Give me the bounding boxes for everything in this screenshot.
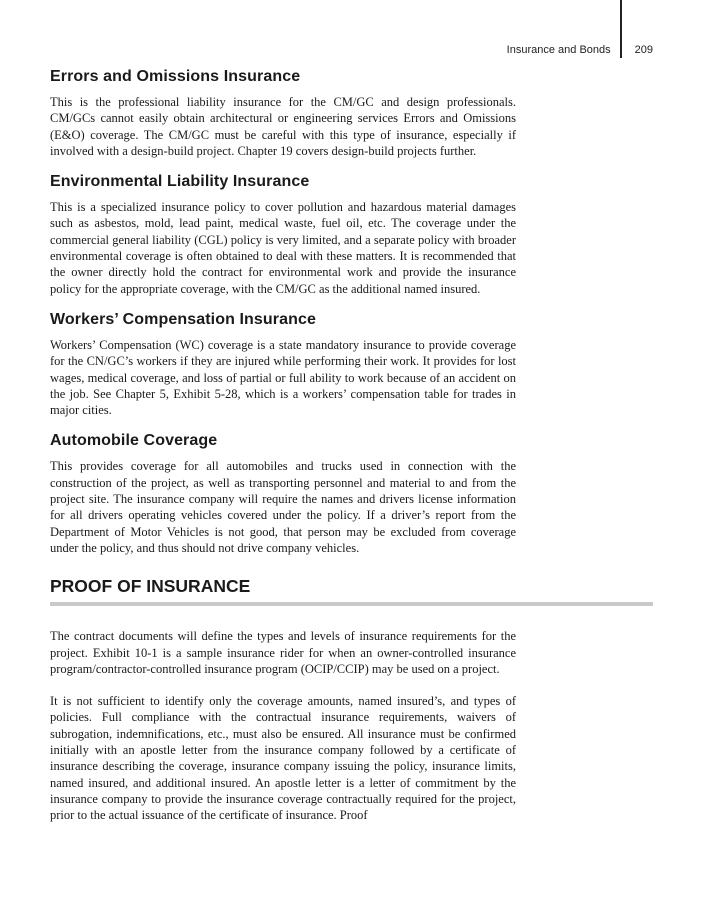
running-header — [507, 44, 653, 56]
major-heading: PROOF OF INSURANCE — [50, 576, 251, 597]
section-paragraph: This provides coverage for all automobiles and trucks used in connection with the construction of the project, as well as transporting personnel and material to and from the project site. The insurance company will require the names and drivers license information for all drivers operating vehicles covered under the policy. If a driver’s report from the Department of Motor Vehicles is not good, that person may be excluded from coverage under the policy, and thus should not drive company vehicles. — [50, 459, 516, 555]
section-paragraph: This is a specialized insurance policy to cover pollution and hazardous material damages such as asbestos, mold, lead paint, medical waste, fuel oil, etc. The coverage under the commercial general liability (CGL) policy is very limited, and a separate policy with broader environmental coverage is often obtained to deal with these matters. It is recommended that the owner directly hold the contract for environmental work and provide the insurance policy for the appropriate coverage, with the CM/GC as the additional named insured. — [50, 200, 516, 296]
running-title: Insurance and Bonds — [506, 44, 611, 56]
main-content — [50, 68, 516, 824]
section-automobile-coverage — [50, 432, 516, 556]
proof-paragraph-1: The contract documents will define the types and levels of insurance requirements for the project. Exhibit 10-1 is a sample insurance rider for when an owner-controlled insurance program/contractor-controlled insurance program (OCIP/CCIP) may be used on a project. — [50, 629, 516, 676]
section-heading: Environmental Liability Insurance — [50, 173, 310, 191]
section-paragraph: This is the professional liability insurance for the CM/GC and design professionals. CM/GCs cannot easily obtain architectural or engineering services Errors and Omissions (E&O) coverage. The CM/GC must be careful with this type of insurance, especially if involved with a design-build project. Chapter 19 covers design-build projects further. — [50, 95, 516, 158]
section-environmental-liability — [50, 173, 516, 297]
proof-paragraph-2: It is not sufficient to identify only the coverage amounts, named insured’s, and types of policies. Full compliance with the contractual insurance requirements, waivers of subrogation, indemnifications, etc., must also be ensured. All insurance must be confirmed initially with an apostle letter from the insurance company followed by a certificate of insurance describing the coverage, insurance company issuing the policy, insurance limits, named insured, and additional insured. An apostle letter is a letter of commitment by the insurance company to provide the insurance coverage contractually required for the project, prior to the actual issuance of the certificate of insurance. Proof — [50, 694, 516, 823]
section-heading: Errors and Omissions Insurance — [50, 68, 301, 85]
page-number: 209 — [634, 44, 653, 56]
section-proof-of-insurance — [50, 576, 516, 823]
section-workers-compensation — [50, 311, 516, 418]
section-errors-omissions — [50, 68, 516, 159]
section-heading: Workers’ Compensation Insurance — [50, 310, 316, 328]
section-paragraph: Workers’ Compensation (WC) coverage is a state mandatory insurance to provide coverage for the CN/GC’s workers if they are injured while performing their work. It provides for lost wages, medical coverage, and loss of partial or full ability to work because of an accident on the job. See Chapter 5, Exhibit 5-28, which is a workers’ compensation table for trades in major cities. — [50, 337, 516, 418]
section-heading: Automobile Coverage — [50, 432, 218, 450]
